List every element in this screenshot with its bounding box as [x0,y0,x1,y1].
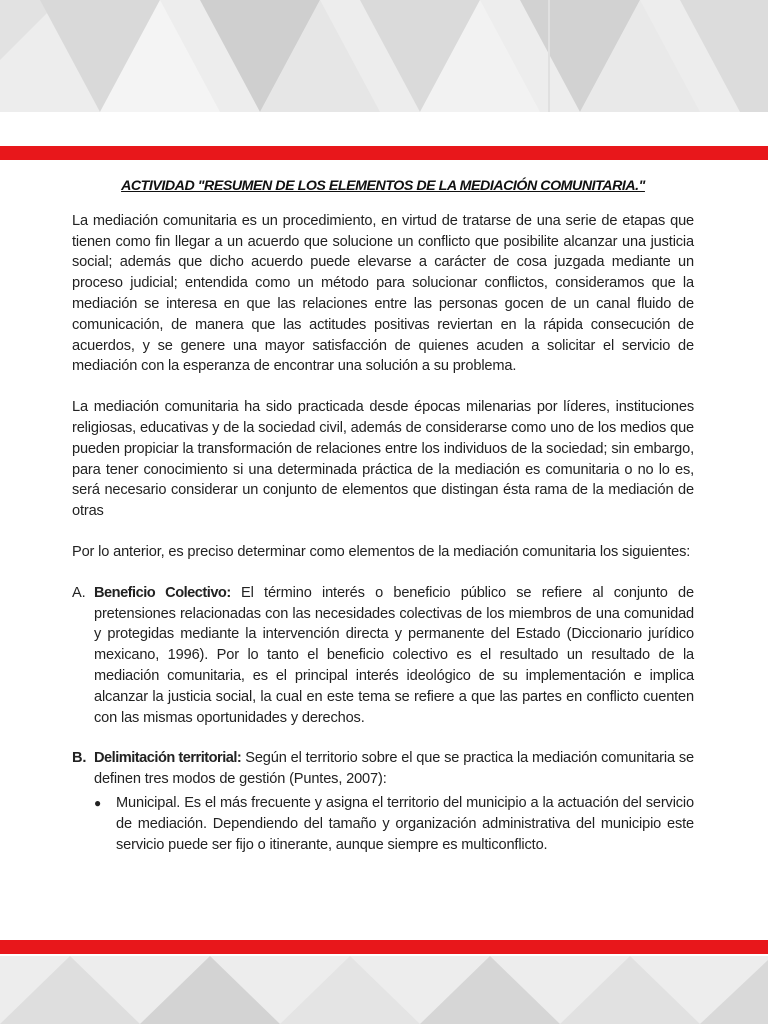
bullet-text: Municipal. Es el más frecuente y asigna el territorio del municipio a la actuación del servicio de mediación. Dependiendo del tamaño y organización administrativa del municipio este servicio puede ser fijo o itinerante, aunque siempre es multiconflicto. [116,794,694,853]
bullet-dot-icon: ● [94,795,102,810]
footer-decoration [0,956,768,1024]
list-marker: A. [72,584,86,601]
paragraph-history: La mediación comunitaria ha sido practicada desde épocas milenarias por líderes, instituciones religiosas, educativas y de la sociedad civil, además de considerarse como uno de los medios que pueden propiciar la transformación de relaciones entre los individuos de la sociedad; sin embargo, para tener conocimiento si una determinada práctica de la mediación es comunitaria o no lo es, será necesario considerar un conjunto de elementos que distingan ésta rama de la mediación de otras [72,399,694,520]
top-red-bar [0,146,768,160]
document-body [72,176,694,875]
list-item-term: Delimitación territorial: [94,750,242,767]
bottom-red-bar [0,940,768,954]
list-item-text: Según el territorio sobre el que se practica la mediación comunitaria se definen tres modos de gestión (Puntes, 2007): [94,750,694,788]
list-item-a [72,583,694,729]
list-item-text: El término interés o beneficio público se refiere al conjunto de pretensiones relacionadas con las necesidades colectivas de los miembros de una comunidad y protegidas mediante la intervención directa y permanente del Estado (Diccionario jurídico mexicano, 1996). Por lo tanto el beneficio colectivo es el resultado un resultado de la mediación comunitaria, es el principal interés ideológico de su implementación e implica alcanzar la justicia social, la cual en este tema se refiere a que las partes en conflicto cuenten con las mismas oportunidades y derechos. [94,584,694,726]
list-item-body [94,748,694,855]
list-marker: B. [72,750,87,767]
list-item-term: Beneficio Colectivo: [94,584,231,601]
header-decoration [0,0,768,112]
document-title: ACTIVIDAD "RESUMEN DE LOS ELEMENTOS DE LA MEDIACIÓN COMUNITARIA." [121,178,645,194]
list-item-body [94,583,694,729]
list-item-b [72,748,694,855]
bullet-item-municipal [94,793,694,855]
paragraph-intro: La mediación comunitaria es un procedimiento, en virtud de tratarse de una serie de etapas que tienen como fin llegar a un acuerdo que solucione un conflicto que posibilite alcanzar una justicia social; además que dicho acuerdo puede elevarse a carácter de cosa juzgada mediante un proceso judicial; entendida como un método para solucionar conflictos, consideramos que la mediación se interesa en que las relaciones entre las personas gocen de un canal fluido de comunicación, de manera que las actitudes positivas reviertan en la rápida consecución de acuerdos, y se genere una mayor satisfacción de quienes acuden a solicitar el servicio de mediación con la esperanza de encontrar una solución a su problema. [72,212,694,375]
paragraph-elements: Por lo anterior, es preciso determinar como elementos de la mediación comunitaria los siguientes: [72,543,691,560]
